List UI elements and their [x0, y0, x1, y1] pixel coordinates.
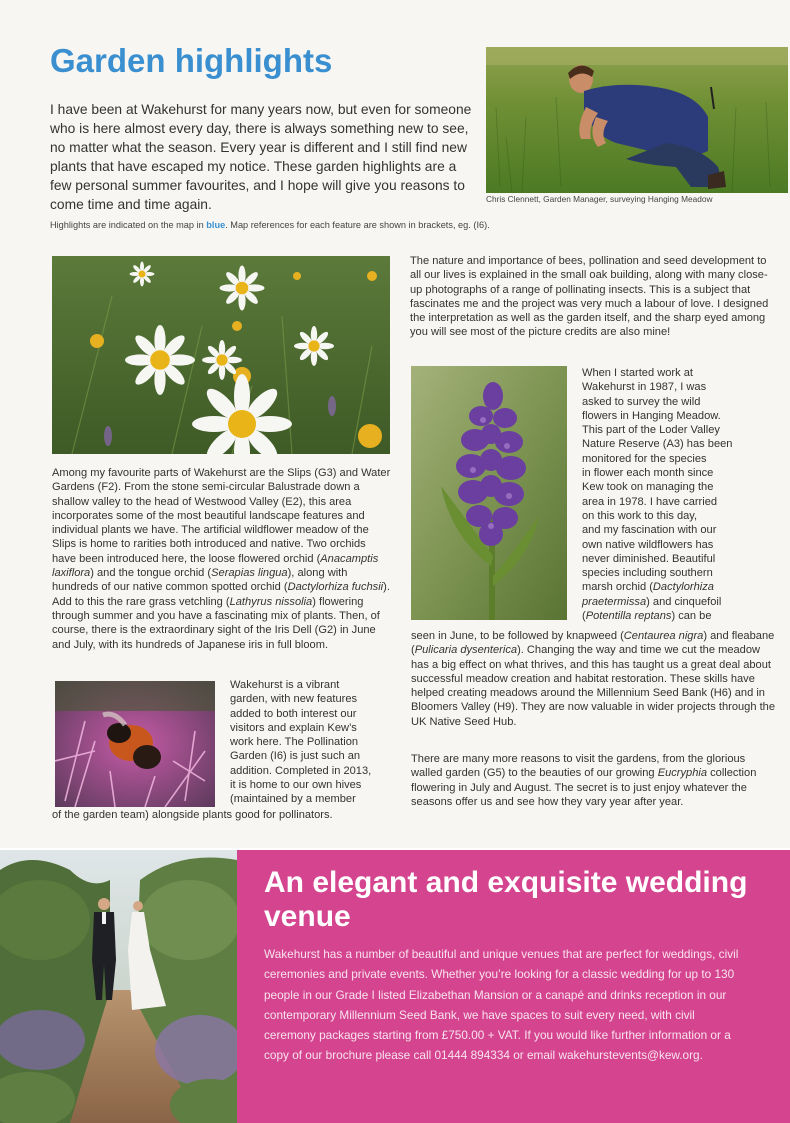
blue-keyword: blue	[206, 220, 226, 230]
meadow-paragraph-narrow: When I started work at Wakehurst in 1987, I was asked to survey the wild flowers in Hanging Meadow. This part of the Loder Valley Nature Reserve (A3) has been monitored for the species in flower each month since Kew took on managing the area in 1978. I have carried on this work to this day, and my fascination with our own native wildflowers has never diminished. Beautiful species including southern marsh orchid (Dactylorhiza praetermissa) and cinquefoil (Potentilla reptans) can be	[582, 367, 733, 623]
closing-paragraph: There are many more reasons to visit the gardens, from the glorious walled garden (G5) to the beauties of our growing Eucryphia collection flowering in July and August. The secret is to just enjoy whatever the seasons offer us and see how they vary year after year.	[411, 753, 757, 808]
gardener-photo	[486, 47, 788, 193]
slips-paragraph: Among my favourite parts of Wakehurst are the Slips (G3) and Water Gardens (F2). From the stone semi-circular Balustrade down a shallow valley to the head of Westwood Valley (E2), this area incorporates some of the most beautiful landscape features and individual plants we have. The artificial wildflower meadow of the Slips is home to rarities both introduced and native. Two orchids have been introduced here, the loose flowered orchid (Anacamptis laxiflora) and the tongue orchid (Serapias lingua), along with hundreds of our native common spotted orchid (Dactylorhiza fuchsii). Add to this the rare grass vetchling (Lathyrus nissolia) flowering through summer and you have a fascinating mix of plants. Then, of course, there is the extraordinary sight of the Iris Dell (G2) in June and July, with its hundreds of Japanese iris in full bloom.	[52, 467, 391, 651]
wedding-description: Wakehurst has a number of beautiful and unique venues that are perfect for weddings, civil ceremonies and private events. Whether you’re looking for a classic wedding for up to 130 people in our Grade I listed Elizabethan Mansion or a canapé and drinks reception in our contemporary Millennium Seed Bank, we have spaces to suit every need, with civil ceremony packages starting from £750.00 + VAT. If you would like further information or a copy of our brochure please call 01444 894334 or email wakehurstevents@kew.org.	[264, 947, 739, 1063]
bee-on-flower-photo	[55, 681, 215, 807]
pollination-paragraph: Wakehurst is a vibrant garden, with new features added to both interest our visitors and explain Kew’s work here. The Pollination Garden (I6) is just such an addition. Completed in 2013, it is home to our own hives (maintained by a member	[230, 679, 372, 806]
pollination-last-line: of the garden team) alongside plants good for pollinators.	[52, 809, 333, 821]
bees-paragraph: The nature and importance of bees, pollination and seed development to all our lives is explained in the small oak building, along with many close-up photographs of a range of pollinating insects. This is a subject that fascinates me and the project was very much a labour of love. I designed the interpretation as well as the garden itself, and the sharp eyed among you will see most of the picture credits are also mine!	[410, 255, 769, 339]
meadow-paragraph-wide: seen in June, to be followed by knapweed (Centaurea nigra) and fleabane (Pulicaria dysenterica). Changing the way and time we cut the meadow has a big effect on what thrives, and this has taught us a great deal about successful meadow creation and habitat restoration. These skills have helped creating meadows around the Millennium Seed Bank (H6) and in Bloomers Valley (H9). They are now valuable in wider projects through the UK Native Seed Hub.	[411, 630, 776, 728]
map-highlight-note: Highlights are indicated on the map in blue. Map references for each feature are shown in brackets, eg. (I6).	[50, 220, 490, 230]
daisy-meadow-photo	[52, 256, 390, 454]
wedding-couple-photo	[0, 850, 237, 1123]
orchid-photo	[411, 366, 567, 620]
page-title: Garden highlights	[50, 42, 333, 79]
wedding-heading: An elegant and exquisite wedding venue	[264, 866, 748, 933]
intro-paragraph: I have been at Wakehurst for many years now, but even for someone who is here almost every day, there is always something new to see, no matter what the season. Every year is different and I still find new plants that have escaped my notice. These garden highlights are a few personal summer favourites, and I hope will give you reasons to come time and time again.	[50, 102, 472, 212]
photo-caption: Chris Clennett, Garden Manager, surveying Hanging Meadow	[486, 194, 713, 204]
